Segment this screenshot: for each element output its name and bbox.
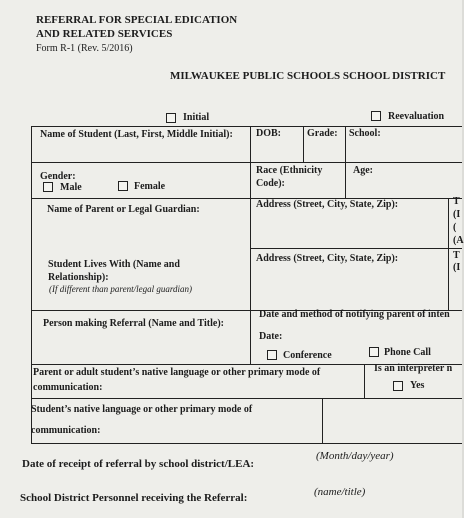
grade-field[interactable] xyxy=(305,142,343,160)
lives-with-address-field[interactable] xyxy=(252,266,446,308)
lives-with-label-line1: Student Lives With (Name and xyxy=(48,259,180,270)
lives-with-address-label: Address (Street, City, State, Zip): xyxy=(256,253,399,264)
race-label-line2: Code): xyxy=(256,178,285,189)
male-checkbox[interactable] xyxy=(43,182,53,192)
parent-name-field[interactable] xyxy=(33,218,248,248)
initial-checkbox[interactable] xyxy=(166,113,176,123)
school-field[interactable] xyxy=(347,142,460,160)
form-title-line2: AND RELATED SERVICES xyxy=(36,28,173,40)
student-name-field[interactable] xyxy=(33,142,248,160)
person-referral-field[interactable] xyxy=(33,333,248,362)
personnel-field[interactable] xyxy=(290,490,460,508)
reevaluation-label: Reevaluation xyxy=(388,111,445,122)
form-title-line1: REFERRAL FOR SPECIAL EDICATION xyxy=(36,14,238,26)
dob-label: DOB: xyxy=(256,128,281,139)
personnel-label: School District Personnel receiving the Referral: xyxy=(20,492,248,504)
interpreter-label: Is an interpreter n xyxy=(374,363,453,374)
conference-label: Conference xyxy=(283,350,332,361)
margin-fragment: ( xyxy=(453,222,457,233)
interpreter-yes-label: Yes xyxy=(410,380,425,391)
margin-fragment: (A xyxy=(453,235,464,246)
interpreter-yes-checkbox[interactable] xyxy=(393,381,403,391)
race-label-line1: Race (Ethnicity xyxy=(256,165,323,176)
lives-with-note: (If different than parent/legal guardian) xyxy=(49,284,192,294)
conference-checkbox[interactable] xyxy=(267,350,277,360)
student-language-label-line2: communication: xyxy=(31,425,101,436)
gender-label: Gender: xyxy=(40,171,76,182)
notify-date-label: Date: xyxy=(259,331,283,342)
margin-fragment: (I xyxy=(453,209,461,220)
margin-fragment: T xyxy=(453,196,460,207)
parent-name-label: Name of Parent or Legal Guardian: xyxy=(47,204,200,215)
receipt-date-hint: (Month/day/year) xyxy=(316,450,394,462)
parent-language-label-line1: Parent or adult student’s native language or other primary mode of xyxy=(33,367,321,378)
male-label: Male xyxy=(60,182,82,193)
receipt-date-label: Date of receipt of referral by school district/LEA: xyxy=(22,458,255,470)
female-label: Female xyxy=(134,181,166,192)
phone-call-label: Phone Call xyxy=(384,347,431,358)
parent-address-label: Address (Street, City, State, Zip): xyxy=(256,199,399,210)
student-language-field[interactable] xyxy=(324,400,460,441)
district-name: MILWAUKEE PUBLIC SCHOOLS SCHOOL DISTRICT xyxy=(170,70,446,82)
personnel-hint: (name/title) xyxy=(314,486,366,498)
dob-field[interactable] xyxy=(252,142,301,160)
initial-label: Initial xyxy=(183,112,210,123)
notify-method-label: Date and method of notifying parent of inten xyxy=(259,309,450,320)
parent-address-field[interactable] xyxy=(252,212,446,246)
form-id: Form R-1 (Rev. 5/2016) xyxy=(36,43,133,54)
age-field[interactable] xyxy=(347,178,460,196)
student-language-label-line1: Student’s native language or other primary mode of xyxy=(31,404,253,415)
female-checkbox[interactable] xyxy=(118,181,128,191)
grade-label: Grade: xyxy=(307,128,338,139)
reevaluation-checkbox[interactable] xyxy=(371,111,381,121)
age-label: Age: xyxy=(353,165,373,176)
phone-call-checkbox[interactable] xyxy=(369,347,379,357)
margin-fragment: (I xyxy=(453,262,461,273)
parent-language-label-line2: communication: xyxy=(33,382,103,393)
receipt-date-field[interactable] xyxy=(280,455,460,473)
margin-fragment: T xyxy=(453,250,460,261)
school-label: School: xyxy=(349,128,381,139)
student-name-label: Name of Student (Last, First, Middle Initial): xyxy=(40,129,233,140)
person-referral-label: Person making Referral (Name and Title): xyxy=(43,318,224,329)
lives-with-label-line2: Relationship): xyxy=(48,272,109,283)
